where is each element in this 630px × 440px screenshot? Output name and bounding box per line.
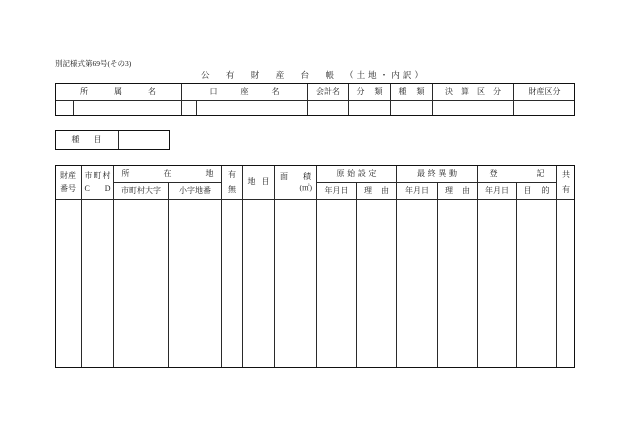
header-cell-account xyxy=(181,83,307,100)
header-label-property-division: 財産区分 xyxy=(528,86,561,96)
body-cell-land-category xyxy=(242,199,274,368)
header-cell-affiliation xyxy=(55,83,181,100)
body-cell-municipality-code xyxy=(81,199,113,368)
body-cell-presence xyxy=(221,199,242,368)
body-cell-original-date xyxy=(316,199,356,368)
header-value-accounting xyxy=(307,100,348,116)
body-cell-location-lot xyxy=(168,199,221,368)
body-cell-last-change-date xyxy=(396,199,437,368)
header-label-type: 種類 xyxy=(398,86,425,96)
header-label-affiliation: 所属名 xyxy=(80,86,156,96)
col-header-registration-purpose xyxy=(516,182,556,199)
category-label-cell xyxy=(55,130,118,150)
body-cell-co-ownership xyxy=(556,199,575,368)
col-header-original-reason-label: 理由 xyxy=(364,186,389,195)
col-header-area xyxy=(274,165,316,199)
header-value-account xyxy=(196,100,307,116)
header-cell-property-division xyxy=(513,83,575,100)
header-value-classification xyxy=(348,100,390,116)
col-header-municipality-code-label: 市町村 C D xyxy=(84,171,111,193)
body-cell-original-reason xyxy=(356,199,396,368)
header-label-account: 口座名 xyxy=(209,86,280,96)
header-cell-classification xyxy=(348,83,390,100)
col-header-location-lot-label: 小字地番 xyxy=(179,186,211,195)
col-header-land-category-label: 地目 xyxy=(247,177,270,186)
col-header-original-setting xyxy=(316,165,396,182)
header-cell-type xyxy=(390,83,432,100)
col-header-location-label: 所在地 xyxy=(121,168,214,178)
category-box xyxy=(55,130,170,150)
col-header-property-number xyxy=(55,165,81,199)
header-label-settlement: 決算区分 xyxy=(445,86,501,96)
header-label-classification: 分類 xyxy=(356,86,383,96)
body-cell-location-district xyxy=(113,199,168,368)
col-header-location-lot xyxy=(168,182,221,199)
ledger-title-subtitle: （土地・内訳） xyxy=(345,70,423,80)
ledger-table xyxy=(55,165,575,368)
col-header-location-district xyxy=(113,182,168,199)
col-header-property-number-label: 財産 番号 xyxy=(60,171,76,193)
header-value-affiliation xyxy=(73,100,181,116)
col-header-last-change-reason xyxy=(437,182,477,199)
col-header-registration-date-label: 年月日 xyxy=(485,186,509,195)
header-value-property-division xyxy=(513,100,575,116)
col-header-last-change xyxy=(396,165,477,182)
col-header-original-date xyxy=(316,182,356,199)
col-header-presence xyxy=(221,165,242,199)
category-label: 種目 xyxy=(71,135,102,144)
col-header-registration xyxy=(477,165,556,182)
col-header-municipality-code xyxy=(81,165,113,199)
col-header-last-change-reason-label: 理由 xyxy=(445,186,470,195)
header-value-settlement xyxy=(432,100,513,116)
header-cell-accounting xyxy=(307,83,348,100)
body-cell-last-change-reason xyxy=(437,199,477,368)
category-value-cell xyxy=(118,130,170,150)
col-header-presence-label: 有 無 xyxy=(228,170,236,194)
col-header-original-reason xyxy=(356,182,396,199)
body-cell-property-number xyxy=(55,199,81,368)
col-header-area-unit: (㎡) xyxy=(299,183,312,192)
col-header-original-setting-label: 原始設定 xyxy=(336,168,377,178)
col-header-registration-date xyxy=(477,182,516,199)
header-label-accounting: 会計名 xyxy=(316,86,340,96)
header-value-affiliation-code xyxy=(55,100,73,116)
account-header-table xyxy=(55,83,575,116)
col-header-last-change-date-label: 年月日 xyxy=(405,186,429,195)
body-cell-area xyxy=(274,199,316,368)
col-header-registration-purpose-label: 目的 xyxy=(523,186,550,195)
col-header-last-change-date xyxy=(396,182,437,199)
header-value-account-code xyxy=(181,100,196,116)
header-cell-settlement xyxy=(432,83,513,100)
col-header-last-change-label: 最終異動 xyxy=(417,168,457,178)
body-cell-registration-date xyxy=(477,199,516,368)
col-header-original-date-label: 年月日 xyxy=(324,186,349,195)
col-header-co-ownership xyxy=(556,165,575,199)
form-number: 別記様式第69号(その3) xyxy=(55,59,132,68)
col-header-registration-label: 登記 xyxy=(489,168,545,178)
col-header-land-category xyxy=(242,165,274,199)
col-header-co-ownership-label: 共 有 xyxy=(562,170,570,194)
col-header-location-district-label: 市町村大字 xyxy=(121,186,161,195)
ledger-title: 公有財産台帳 xyxy=(201,70,334,80)
col-header-area-label: 面積 xyxy=(280,172,311,181)
body-cell-registration-purpose xyxy=(516,199,556,368)
header-value-type xyxy=(390,100,432,116)
col-header-location xyxy=(113,165,221,182)
